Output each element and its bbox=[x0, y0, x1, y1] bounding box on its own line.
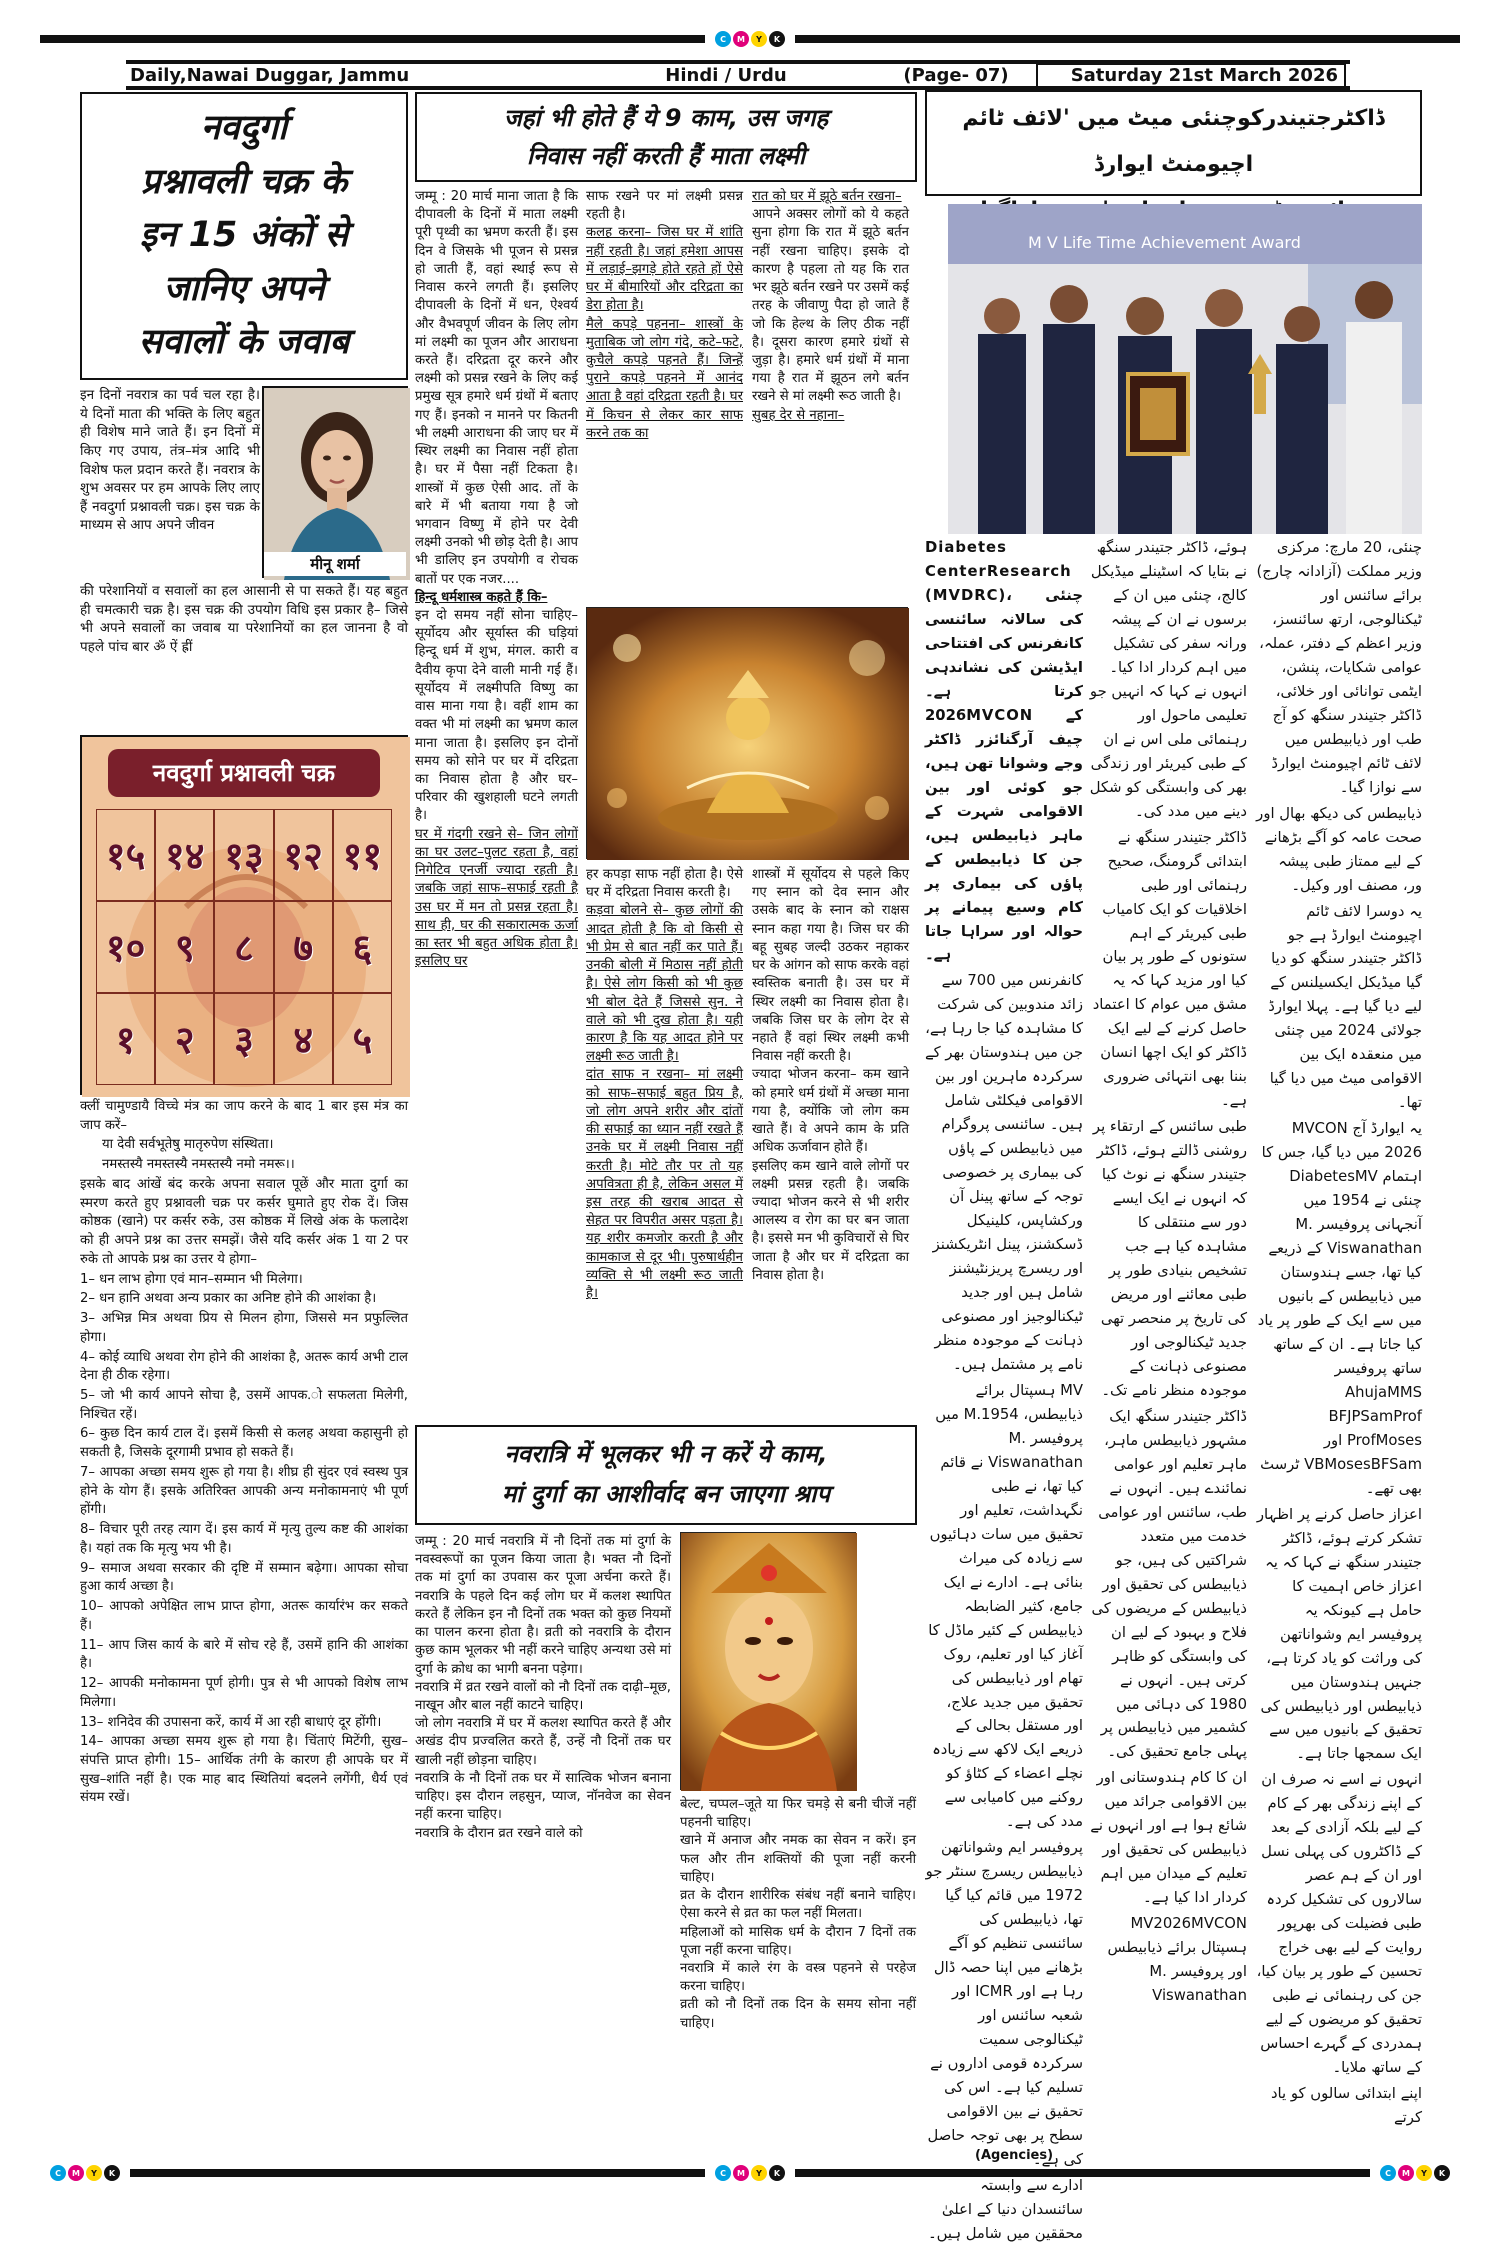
headline-line: जहां भी होते हैं ये 9 काम, उस जगह bbox=[503, 103, 829, 132]
chakra-cell: १४ bbox=[155, 809, 214, 901]
body-paragraph: انہوں نے اسے نہ صرف ان کے اپنے زندگی بھر کے کام کے لیے بلکہ آزادی کے بعد کے ڈاکٹروں کی پہلی نسل اور ان کے ہم عصر سالاروں کی تشکیل کردہ طبی فضیلت کی بھرپور روایت کے لیے بھی خراج تحسین کے طور پر بیان کیا، جن کی رہنمائی نے طبی تحقیق کو مریضوں کے لیے ہمدردی کے گہرے احساس کے ساتھ ملایا۔ bbox=[1256, 1771, 1422, 2077]
masthead bbox=[126, 60, 1350, 90]
magenta-mark: M bbox=[733, 2165, 749, 2181]
body-paragraph: ان کا کام ہندوستانی اور بین الاقوامی جرائد میں شائع ہوا ہے اور انہوں نے ذیابیطس کی تحقیق اور تعلیم کے میدان میں اہم کردار ادا کیا ہے۔ bbox=[1090, 1769, 1247, 1907]
body-paragraph: کانفرنس میں 700 سے زائد مندوبین کی شرکت کا مشاہدہ کیا جا رہا ہے، جن میں ہندوستان بھر کے سرکردہ ماہرین اور بین الاقوامی فیکلٹی شامل ہیں۔ سائنسی پروگرام میں ذیابیطس کے پاؤں کی بیماری پر خصوصی توجہ کے ساتھ پینل آن ورکشاپس، کلینیکل ڈسکشنز، پینل انٹریکشنز اور ریسرچ پریزنٹیشنز شامل ہیں اور جدید ٹیکنالوجیز اور مصنوعی ذہانت کے موجودہ منظر نامے پر مشتمل ہیں۔ bbox=[925, 972, 1083, 1373]
cmyk-marks bbox=[715, 2165, 785, 2181]
chakra-cell: १३ bbox=[214, 809, 273, 901]
chakra-number-grid bbox=[96, 809, 392, 1085]
lakshmi-column-1 bbox=[415, 188, 578, 971]
chakra-cell: १ bbox=[96, 993, 155, 1085]
headline-line: सवालों के जवाब bbox=[138, 322, 350, 363]
lakshmi-column-3-bottom bbox=[752, 866, 909, 1285]
headline-line: नवरात्रि में भूलकर भी न करें ये काम, bbox=[504, 1440, 828, 1469]
body-paragraph: ہوئے، ڈاکٹر جتیندر سنگھ نے بتایا کہ اسٹینلے میڈیکل کالج، چنئی میں ان کے برسوں نے ان کے پیشہ ورانہ سفر کی تشکیل میں اہم کردار ادا کیا۔ انہوں نے کہا کہ انہیں جو تعلیمی ماحول اور رہنمائی ملی اس نے ان کے طبی کیریئر اور زندگی بھر کی وابستگی کو شکل دینے میں مدد کی۔ bbox=[1089, 539, 1247, 820]
award-ceremony-photo bbox=[948, 204, 1422, 534]
black-mark: K bbox=[769, 31, 785, 47]
body-paragraph: जम्मू : 20 मार्च माना जाता है कि दीपावली के दिनों में माता लक्ष्मी पूरी पृथ्वी का भ्रमण करती हैं। इस दिन वे जिसके भी पूजन से प्रसन्न हो जाती हैं, वहां स्थाई रूप से निवास करने लगती हैं। इसलिए दीपावली के दिनों में धन, ऐश्वर्य और वैभवपूर्ण जीवन के लिए लोग मां लक्ष्मी का पूजन और आराधना करते हैं। दरिद्रता दूर करने और लक्ष्मी को प्रसन्न रखने के लिए कई प्रमुख सूत्र हमारे धर्म ग्रंथों में बताए गए हैं। इनको न मानने पर कितनी भी लक्ष्मी आराधना की जाए घर में स्थिर लक्ष्मी का निवास नहीं होता है। घर में पैसा नहीं टिकता है। शास्त्रों में कुछ ऐसी आद. तों के बारे में भी बताया गया है जो भगवान विष्णु में होने पर देवी लक्ष्मी उनको भी छोड़ देती है। आप भी डालिए इन उपयोगी व रोचक बातों पर एक नजर.... bbox=[415, 189, 578, 587]
body-paragraph: پروفیسر ایم وشواناتھن ذیابیطس ریسرچ سنٹر جو 1972 میں قائم کیا گیا تھا، ذیابیطس کی سائنسی تنظیم کو آگے بڑھانے میں اپنا حصہ ڈال رہا ہے اور ICMR اور شعبہ سائنس اور ٹیکنالوجی سمیت سرکردہ قومی اداروں نے تسلیم کیا ہے۔ اس کی تحقیق نے بین الاقوامی سطح پر بھی توجہ حاصل کی ہے۔ bbox=[925, 1839, 1083, 2168]
body-paragraph: कड़वा बोलने से– कुछ लोगों की आदत होती है कि वो किसी से भी प्रेम से बात नहीं कर पाते हैं। उनकी बोली में मिठास नहीं होती है। ऐसे लोग किसी को भी कुछ भी बोल देते हैं जिससे सुन. ने वाले को भी दुख होता है। यही कारण है कि यह आदत होने पर लक्ष्मी रूठ जाती है। bbox=[586, 903, 743, 1065]
body-paragraph: اعزاز حاصل کرنے پر اظہار تشکر کرتے ہوئے، ڈاکٹر جتیندر سنگھ نے کہا کہ یہ اعزاز خاص اہمیت کا حامل ہے کیونکہ یہ پروفیسر ایم وشواناتھن کی وراثت کو یاد کرتا ہے، جنہیں ہندوستان میں ذیابیطس اور ذیابیطس کی تحقیق کے بانیوں میں سے ایک سمجھا جاتا ہے۔ bbox=[1256, 1505, 1422, 1763]
lakshmi-idol-image bbox=[587, 608, 909, 860]
navratri-column-1 bbox=[415, 1533, 671, 1843]
durga-face-image bbox=[681, 1533, 857, 1791]
body-paragraph: 14– आपका अच्छा समय शुरू हो गया है। चिंताएं मिटेंगी, सुख–संपत्ति प्राप्त होगी। 15– आर्थिक तंगी के कारण ही आपके घर में सुख–शांति नहीं है। एक माह बाद स्थितियां बदलने लगेंगी, धैर्य एवं संयम रखें। bbox=[80, 1734, 408, 1806]
body-paragraph: چنئی، 20 مارچ: مرکزی وزیر مملکت (آزادانہ چارج) برائے سائنس اور ٹیکنالوجی، ارتھ سائنسز، وزیر اعظم کے دفتر، عملہ، عوامی شکایات، پنشن، ایٹمی توانائی اور خلائی، ڈاکٹر جتیندر سنگھ کو آج طب اور ذیابیطس میں لائف ٹائم اچیومنٹ ایوارڈ سے نوازا گیا۔ bbox=[1256, 539, 1422, 796]
body-paragraph: नवरात्रि के नौ दिनों तक घर में सात्विक भोजन बनाना चाहिए। इस दौरान लहसुन, प्याज, नॉनवेज का सेवन नहीं करना चाहिए। bbox=[415, 1770, 671, 1823]
agencies-credit: (Agencies) bbox=[975, 2148, 1054, 2163]
lakshmi-column-2-bottom bbox=[586, 866, 743, 1303]
body-paragraph: 10– आपको अपेक्षित लाभ प्राप्त होगा, अतरू कार्यारंभ कर सकते हैं। bbox=[80, 1599, 408, 1633]
navratri-headline-box bbox=[415, 1425, 917, 1525]
chakra-cell: २ bbox=[155, 993, 214, 1085]
body-paragraph: व्रत के दौरान शारीरिक संबंध नहीं बनाने चाहिए। ऐसा करने से व्रत का फल नहीं मिलता। bbox=[680, 1888, 916, 1922]
cyan-mark: C bbox=[1380, 2165, 1396, 2181]
cmyk-marks bbox=[50, 2165, 120, 2181]
navdurga-body bbox=[80, 1098, 408, 1809]
urdu-column-left bbox=[925, 536, 1083, 2248]
registration-line bbox=[795, 2169, 1370, 2177]
black-mark: K bbox=[769, 2165, 785, 2181]
body-paragraph: आपने अक्सर लोगों को ये कहते सुना होगा कि रात में झूठे बर्तन नहीं रखना चाहिए। इसके दो कारण है पहला तो यह कि रात भर झूठे बर्तन रखने पर उसमें कई तरह के जीवाणु पैदा हो जाते हैं जो कि हेल्थ के लिए ठीक नहीं है। दूसरा कारण हमारे ग्रंथों से जुड़ा है। हमारे धर्म ग्रंथों में माना गया है रात में झूठन लगे बर्तन रखने से मां लक्ष्मी रूठ जाती है। bbox=[752, 207, 909, 405]
body-paragraph: खाने में अनाज और नमक का सेवन न करें। इन फल और तीन शक्तियों की पूजा नहीं करनी चाहिए। bbox=[680, 1833, 916, 1885]
body-paragraph: नवरात्रि में काले रंग के वस्त्र पहनने से परहेज करना चाहिए। bbox=[680, 1960, 916, 1995]
headline-line: नवदुर्गा bbox=[200, 107, 288, 148]
headline-line: जानिए अपने bbox=[163, 268, 325, 309]
body-paragraph: घर में गंदगी रखने से– जिन लोगों का घर उलट–पुलट रहता है, वहां निगेटिव एनर्जी ज्यादा रहती है। जबकि जहां साफ–सफाई रहती है उस घर में मन तो प्रसन्न रहता है। साथ ही, घर की सकारात्मक ऊर्जा का स्तर भी बहुत अधिक होता है। इसलिए घर bbox=[415, 826, 578, 970]
body-paragraph: क्लीं चामुण्डायै विच्चे मंत्र का जाप करने के बाद 1 बार इस मंत्र का जाप करें– bbox=[80, 1099, 408, 1133]
cyan-mark: C bbox=[50, 2165, 66, 2181]
yellow-mark: Y bbox=[1416, 2165, 1432, 2181]
body-paragraph: 12– आपकी मनोकामना पूर्ण होगी। पुत्र से भी आपको विशेष लाभ मिलेगा। bbox=[80, 1676, 408, 1710]
magenta-mark: M bbox=[1398, 2165, 1414, 2181]
lakshmi-headline-box bbox=[415, 92, 917, 182]
headline-line: निवास नहीं करती हैं माता लक्ष्मी bbox=[526, 142, 806, 170]
registration-line bbox=[40, 35, 705, 43]
page-number: (Page- 07) bbox=[903, 64, 1009, 86]
lakshmi-column-2-top bbox=[586, 188, 743, 443]
paper-name: Daily,Nawai Duggar, Jammu bbox=[130, 64, 410, 86]
navdurga-headline-box bbox=[80, 92, 408, 380]
cmyk-marks bbox=[715, 31, 785, 47]
page-languages: Hindi / Urdu bbox=[665, 64, 787, 86]
cmyk-marks bbox=[1380, 2165, 1450, 2181]
headline-line: इन 15 अंकों से bbox=[139, 215, 349, 256]
body-paragraph: ادارے سے وابستہ سائنسدان دنیا کے اعلیٰ محققین میں شامل ہیں۔ bbox=[927, 2176, 1083, 2242]
award-banner-text: M V Life Time Achievement Award bbox=[1028, 233, 1301, 252]
body-paragraph: शास्त्रों में सूर्योदय से पहले किए गए स्नान को देव स्नान और उसके बाद के स्नान को राक्षस स्नान कहा गया है। जिस घर की बहू सुबह जल्दी उठकर नहाकर घर के आंगन को साफ करके वहां स्वस्तिक बनाती है। उस घर में स्थिर लक्ष्मी का निवास होता है। जबकि जिस घर के लोग देर से नहाते हैं वहां स्थिर लक्ष्मी कभी निवास नहीं करती है। bbox=[752, 867, 909, 1065]
body-paragraph: ذیابیطس کی دیکھ بھال اور صحت عامہ کو آگے بڑھانے کے لیے ممتاز طبی پیشہ ور، مصنف اور وکیل۔ bbox=[1256, 804, 1422, 894]
body-paragraph: 5– जो भी कार्य आपने सोचा है, उसमें आपक.ो सफलता मिलेगी, निश्चित रहें। bbox=[80, 1388, 408, 1422]
body-paragraph: یہ ایوارڈ آج MVCON 2026 میں دیا گیا، جس کا اہتمام DiabetesMV چنئی نے 1954 میں آنجہانی پروفیسر M. Viswanathan کے ذریعے کیا تھا، جسے ہندوستان میں ذیابیطس کے بانیوں میں سے ایک کے طور پر یاد کیا جاتا ہے۔ ان کے ساتھ ساتھ پروفیسر AhujaMMS BFJPSamProf ProfMoses اور VBMosesBFSam ٹرسٹ بھی تھے۔ bbox=[1257, 1120, 1422, 1497]
urdu-column-middle bbox=[1089, 536, 1247, 2010]
body-paragraph: व्रती को नौ दिनों तक दिन के समय सोना नहीं चाहिए। bbox=[680, 1997, 916, 2031]
magenta-mark: M bbox=[68, 2165, 84, 2181]
headline-line: प्रश्नावली चक्र के bbox=[140, 161, 348, 202]
body-paragraph: 4– कोई व्याधि अथवा रोग होने की आशंका है, अतरू कार्य अभी टाल देना ही ठीक रहेगा। bbox=[80, 1349, 408, 1384]
urdu-headline-box bbox=[925, 90, 1422, 196]
prashnavali-chakra-chart bbox=[80, 735, 408, 1095]
durga-illustration bbox=[680, 1532, 856, 1790]
chakra-cell: १५ bbox=[96, 809, 155, 901]
body-paragraph: 9– समाज अथवा सरकार की दृष्टि में सम्मान बढ़ेगा। आपका सोचा हुआ कार्य अच्छा है। bbox=[80, 1560, 408, 1595]
body-paragraph: ڈاکٹر جتیندر سنگھ ایک مشہور ذیابیطس ماہر، ماہر تعلیم اور عوامی نمائندے ہیں۔ انہوں نے طب، سائنس اور عوامی خدمت میں متعدد شراکتیں کی ہیں، جو ذیابیطس کی تحقیق اور ذیابیطس کے مریضوں کی فلاح و بہبود کے لیے ان کی وابستگی کو ظاہر کرتی ہیں۔ انہوں نے 1980 کی دہائی میں کشمیر میں ذیابیطس پر پہلی جامع تحقیق کی۔ bbox=[1091, 1407, 1247, 1761]
yellow-mark: Y bbox=[86, 2165, 102, 2181]
body-paragraph: जम्मू : 20 मार्च नवरात्रि में नौ दिनों तक मां दुर्गा के नवस्वरूपों का पूजन किया जाता है। भक्त नौ दिनों तक मां दुर्गा का उपवास कर पूजा अर्चना करते हैं। नवरात्रि के पहले दिन कई लोग घर में कलश स्थापित करते हैं लेकिन इन नौ दिनों तक भक्त को कुछ नियमों का पालन करना होता है। व्रती को नवरात्रि के दौरान कुछ काम भूलकर भी नहीं करने चाहिए अन्यथा उसे मां दुर्गा के क्रोध का भागी बनना पड़ेगा। bbox=[415, 1534, 671, 1677]
body-paragraph: اپنے ابتدائی سالوں کو یاد کرتے bbox=[1270, 2085, 1422, 2126]
black-mark: K bbox=[104, 2165, 120, 2181]
author-name: मीनू शर्मा bbox=[264, 552, 406, 576]
body-paragraph: 8– विचार पूरी तरह त्याग दें। इस कार्य में मृत्यु तुल्य कष्ट की आशंका है। यहां तक कि मृत्यु भय भी है। bbox=[80, 1522, 408, 1556]
body-paragraph: महिलाओं को मासिक धर्म के दौरान 7 दिनों तक पूजा नहीं करना चाहिए। bbox=[680, 1924, 916, 1958]
award-ceremony-image bbox=[948, 204, 1422, 534]
bottom-registration-strip bbox=[40, 2164, 1460, 2182]
chakra-cell: ३ bbox=[214, 993, 273, 1085]
body-paragraph: सुबह देर से नहाना– bbox=[752, 407, 845, 423]
navdurga-intro: इन दिनों नवरात्र का पर्व चल रहा है। ये दिनों माता की भक्ति के लिए बहुत ही विशेष माने जाते हैं। इन दिनों में किए गए उपाय, तंत्र–मंत्र आदि भी विशेष फल प्रदान करते हैं। नवरात्र के शुभ अवसर पर हम आपके लिए लाए हैं नवदुर्गा प्रश्नावली चक्र। इस चक्र के माध्यम से आप अपने जीवन bbox=[80, 387, 260, 534]
chakra-cell: ७ bbox=[274, 901, 333, 993]
body-paragraph: कलह करना– जिस घर में शांति नहीं रहती है। जहां हमेशा आपस में लड़ाई–झगड़े होते रहते हों ऐसे घर में बीमारियों और दरिद्रता का डेरा होता है। bbox=[586, 225, 743, 314]
body-paragraph: इसके बाद आंखें बंद करके अपना सवाल पूछें और माता दुर्गा का स्मरण करते हुए प्रश्नावली चक्र पर कर्सर घुमाते हुए रोक दें। जिस कोष्ठक (खाने) पर कर्सर रुके, उस कोष्ठक में लिखे अंक के फलादेश को ही अपने प्रश्न का उत्तर समझें। जैसे यदि कर्सर अंक 1 या 2 पर रुके तो आपके प्रश्न का उत्तर ये होगा– bbox=[80, 1176, 408, 1267]
subheading bbox=[415, 589, 578, 607]
chakra-cell: १२ bbox=[274, 809, 333, 901]
body-paragraph: MV ہسپتال برائے ذیابیطس، M.1954 میں پروفیسر M. Viswanathan نے قائم کیا تھا، نے طبی نگہداشت، تعلیم اور تحقیق میں سات دہائیوں سے زیادہ کی میراث بنائی ہے۔ ادارے نے ایک جامع، کثیر الضابطہ ذیابیطس کے کئیر ماڈل کا آغاز کیا اور تعلیم، روک تھام اور ذیابیطس کی تحقیق میں جدید علاج، اور مستقل بحالی کے ذریعے ایک لاکھ سے زیادہ نچلے اعضاء کے کٹاؤ کو روکنے میں کامیابی سے مدد کی ہے۔ bbox=[928, 1381, 1083, 1831]
body-paragraph: طبی سائنس کے ارتقاء پر روشنی ڈالتے ہوئے، ڈاکٹر جتیندر سنگھ نے نوٹ کیا کہ انہوں نے ایک ایسے دور سے منتقلی کا مشاہدہ کیا ہے جب تشخیص بنیادی طور پر طبی معائنے اور مریض کی تاریخ پر منحصر تھی جدید ٹیکنالوجی اور مصنوعی ذہانت کے موجودہ منظر نامے تک۔ bbox=[1092, 1118, 1247, 1399]
body-paragraph: बेल्ट, चप्पल–जूते या फिर चमड़े से बनी चीजें नहीं पहननी चाहिए। bbox=[680, 1797, 916, 1831]
chakra-cell: ११ bbox=[333, 809, 392, 901]
chakra-cell: ५ bbox=[333, 993, 392, 1085]
registration-line bbox=[130, 2169, 705, 2177]
body-paragraph: जो लोग नवरात्रि में घर में कलश स्थापित करते हैं और अखंड दीप प्रज्वलित करते हैं, उन्हें नौ दिनों तक घर खाली नहीं छोड़ना चाहिए। bbox=[415, 1716, 671, 1768]
body-paragraph: MV2026MVCON ہسپتال برائے ذیابیطس اور پروفیسر M. Viswanathan bbox=[1107, 1915, 1247, 2005]
chakra-cell: ६ bbox=[333, 901, 392, 993]
body-paragraph: 2– धन हानि अथवा अन्य प्रकार का अनिष्ट होने की आशंका है। bbox=[80, 1291, 377, 1307]
chakra-cell: ९ bbox=[155, 901, 214, 993]
body-paragraph: 13– शनिदेव की उपासना करें, कार्य में आ रही बाधाएं दूर होंगी। bbox=[80, 1714, 382, 1730]
body-paragraph: नवरात्रि के दौरान व्रत रखने वाले को bbox=[415, 1825, 583, 1841]
navdurga-intro-continued: की परेशानियों व सवालों का हल आसानी से पा सकते हैं। यह बहुत ही चमत्कारी चक्र है। इस चक्र की उपयोग विधि इस प्रकार है– जिसे भी अपने सवालों का जवाब या परेशानियों का हल जानना है वो पहले पांच बार ॐ ऐं ह्रीं bbox=[80, 583, 408, 655]
issue-date: Saturday 21st March 2026 bbox=[1036, 63, 1346, 88]
headline-line: ڈاکٹرجتیندرکوچنئی میٹ میں 'لائف ٹائم اچیومنٹ ایوارڈ bbox=[962, 106, 1385, 178]
body-paragraph: मैले कपड़े पहनना– शास्त्रों के मुताबिक जो लोग गंदे, कटे–फटे, कुचैले कपड़े पहनते हैं। जिन्हें पुराने कपड़े पहनने में आनंद आता है वहां दरिद्रता रहती है। घर में किचन से लेकर कार साफ करने तक का bbox=[586, 316, 743, 441]
body-paragraph: या देवी सर्वभूतेषु मातृरुपेण संस्थिता। bbox=[102, 1137, 274, 1153]
body-paragraph: हर कपड़ा साफ नहीं होता है। ऐसे घर में दरिद्रता निवास करती है। bbox=[586, 867, 743, 901]
registration-line bbox=[795, 35, 1460, 43]
lakshmi-idol-photo bbox=[586, 607, 908, 859]
body-paragraph: 11– आप जिस कार्य के बारे में सोच रहे हैं, उसमें हानि की आशंका है। bbox=[80, 1637, 408, 1672]
body-paragraph: इसलिए कम खाने वाले लोगों पर लक्ष्मी प्रसन्न रहती है। जबकि ज्यादा भोजन करने से भी शरीर आलस्य व रोग का घर बन जाता है। इससे मन भी कुविचारों से घिर जाता है और घर में दरिद्रता का निवास होता है। bbox=[752, 1158, 909, 1283]
chakra-cell: ४ bbox=[274, 993, 333, 1085]
body-paragraph: ڈاکٹر جتیندر سنگھ نے ابتدائی گرومنگ، صحیح رہنمائی اور طبی اخلاقیات کو ایک کامیاب طبی کیریئر کے اہم ستونوں کے طور پر بیان کیا اور مزید کہا کہ یہ مشق میں عوام کا اعتماد حاصل کرنے کے لیے ایک ڈاکٹر کو ایک اچھا انسان بننا بھی انتہائی ضروری ہے۔ bbox=[1092, 828, 1247, 1110]
chakra-cell: १० bbox=[96, 901, 155, 993]
body-paragraph: 1– धन लाभ होगा एवं मान–सम्मान भी मिलेगा। bbox=[80, 1271, 303, 1287]
chakra-title: नवदुर्गा प्रश्नावली चक्र bbox=[108, 749, 380, 797]
body-paragraph: 6– कुछ दिन कार्य टाल दें। इसमें किसी से कलह अथवा कहासुनी हो सकती है, जिसके दूरगामी प्रभाव हो सकते हैं। bbox=[80, 1426, 408, 1461]
urdu-column-right bbox=[1256, 536, 1422, 2132]
lakshmi-column-3-top bbox=[752, 188, 909, 425]
top-registration-strip bbox=[40, 30, 1460, 48]
body-paragraph: रात को घर में झूठे बर्तन रखना– bbox=[752, 189, 902, 204]
cyan-mark: C bbox=[715, 31, 731, 47]
magenta-mark: M bbox=[733, 31, 749, 47]
headline-line: मां दुर्गा का आशीर्वाद बन जाएगा श्राप bbox=[501, 1480, 831, 1508]
body-paragraph: 7– आपका अच्छा समय शुरू हो गया है। शीघ्र ही सुंदर एवं स्वस्थ पुत्र होने के योग हैं। इसके अतिरिक्त आपकी अन्य मनोकामनाएं भी पूर्ण होंगी। bbox=[80, 1464, 408, 1518]
body-paragraph: ज्यादा भोजन करना– कम खाने को हमारे धर्म ग्रंथों में अच्छा माना गया है, क्योंकि जो लोग कम खाते हैं। वे अपने काम के प्रति अधिक ऊर्जावान होते हैं। bbox=[752, 1067, 909, 1156]
body-paragraph: दांत साफ न रखना– मां लक्ष्मी को साफ–सफाई बहुत प्रिय है, जो लोग अपने शरीर और दांतों की सफाई का ध्यान नहीं रखते हैं उनके घर में लक्ष्मी निवास नहीं करती है। मोटे तौर पर तो यह अपवित्रता ही है, लेकिन असल में इस तरह की खराब आदत से सेहत पर विपरीत असर पड़ता है। यह शरीर कमजोर करती है और कामकाज से दूर भी। पुरुषार्थहीन व्यक्ति से भी लक्ष्मी रूठ जाती है। bbox=[586, 1067, 743, 1302]
cyan-mark: C bbox=[715, 2165, 731, 2181]
navratri-column-2 bbox=[680, 1796, 916, 2033]
body-paragraph: नमस्तस्यै नमस्तस्यै नमस्तस्यै नमो नमरू।। bbox=[102, 1157, 295, 1173]
author-portrait bbox=[262, 386, 408, 578]
body-paragraph: नवरात्रि में व्रत रखने वालों को नौ दिनों तक दाढ़ी–मूछ, नाखून और बाल नहीं काटने चाहिए। bbox=[415, 1679, 671, 1713]
subheading-text: हिन्दू धर्मशास्त्र कहते हैं कि– bbox=[415, 589, 548, 605]
black-mark: K bbox=[1434, 2165, 1450, 2181]
yellow-mark: Y bbox=[751, 31, 767, 47]
yellow-mark: Y bbox=[751, 2165, 767, 2181]
body-paragraph: इन दो समय नहीं सोना चाहिए– सूर्योदय और सूर्यास्त की घड़ियां हिन्दू धर्म में शुभ, मंगल. कारी व दैवीय कृपा देने वाली मानी गई हैं। सूर्योदय में लक्ष्मीपति विष्णु का वास माना गया है। वहीं शाम का वक्त भी मां लक्ष्मी का भ्रमण काल माना जाता है। इसलिए इन दोनों समय को सोने पर घर में दरिद्रता का निवास होता है और घर–परिवार की खुशहाली घटने लगती है। bbox=[415, 608, 578, 824]
body-paragraph: 3– अभिन्न मित्र अथवा प्रिय से मिलन होगा, जिससे मन प्रफुल्लित होगा। bbox=[80, 1311, 408, 1345]
body-paragraph: یہ دوسرا لائف ٹائم اچیومنٹ ایوارڈ ہے جو ڈاکٹر جتیندر سنگھ کو دیا گیا میڈیکل ایکسیلنس کے لیے دیا گیا ہے۔ پہلا ایوارڈ جولائی 2024 میں چنئی میں منعقدہ ایک بین الاقوامی میٹ میں دیا گیا تھا۔ bbox=[1268, 902, 1422, 1112]
body-paragraph: साफ रखने पर मां लक्ष्मी प्रसन्न रहती है। bbox=[586, 189, 743, 223]
chakra-cell: ८ bbox=[214, 901, 273, 993]
body-paragraph: Diabetes CenterResearch (MVDRC)، چنئی کی سالانہ سائنسی کانفرنس کی افتتاحی ایڈیشن کی نشاندہی کرتا ہے۔ 2026MVCON کے چیف آرگنائزر ڈاکٹر وجے وشوانا تھن ہیں، جو کوئی اور بین الاقوامی شہرت کے ماہر ذیابیطس ہیں، جن کا ذیابیطس کے پاؤں کی بیماری پر کام وسیع پیمانے پر حوالہ اور سراہا جاتا ہے۔ bbox=[925, 539, 1083, 964]
